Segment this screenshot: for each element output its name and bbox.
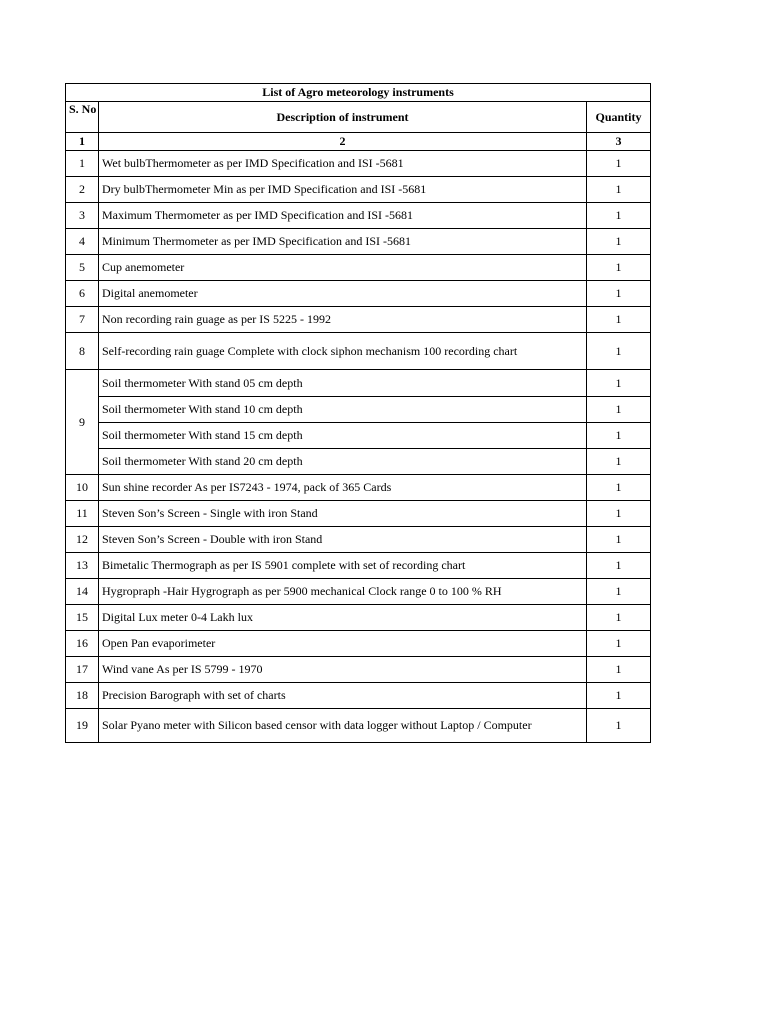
row-description: Open Pan evaporimeter: [99, 631, 587, 657]
row-sno: 2: [66, 177, 99, 203]
row-sno: 12: [66, 527, 99, 553]
table-row: [66, 203, 651, 229]
description-header: Description of instrument: [99, 102, 587, 133]
table-row: [66, 527, 651, 553]
row-quantity: 1: [587, 657, 651, 683]
row-quantity: 1: [587, 605, 651, 631]
row-quantity: 1: [587, 709, 651, 743]
row-sno: 15: [66, 605, 99, 631]
row-quantity: 1: [587, 333, 651, 370]
table-row: [66, 657, 651, 683]
row-sno: 3: [66, 203, 99, 229]
row-sno: 13: [66, 553, 99, 579]
row-quantity: 1: [587, 151, 651, 177]
table-row: [66, 475, 651, 501]
row-description: Steven Son’s Screen - Single with iron Stand: [99, 501, 587, 527]
instruments-table: [65, 83, 651, 743]
row-description: Non recording rain guage as per IS 5225 - 1992: [99, 307, 587, 333]
row-quantity: 1: [587, 501, 651, 527]
row-sno: 17: [66, 657, 99, 683]
row-sno: 5: [66, 255, 99, 281]
row-sno: 4: [66, 229, 99, 255]
quantity-header: Quantity: [587, 102, 651, 133]
table-row: [66, 151, 651, 177]
table-row: [66, 255, 651, 281]
table-row: [66, 631, 651, 657]
table-row: [66, 579, 651, 605]
row-description: Hygropraph -Hair Hygrograph as per 5900 mechanical Clock range 0 to 100 % RH: [99, 579, 587, 605]
row-quantity: 1: [587, 683, 651, 709]
table-row: [66, 709, 651, 743]
table-row: [66, 370, 651, 397]
column-number-2: 2: [99, 133, 587, 151]
table-row: [66, 333, 651, 370]
table-row: [66, 605, 651, 631]
table-row: [66, 229, 651, 255]
table-row: [66, 281, 651, 307]
row-quantity: 1: [587, 255, 651, 281]
row-sno: 8: [66, 333, 99, 370]
row-quantity: 1: [587, 203, 651, 229]
row-sno: 18: [66, 683, 99, 709]
sno-header: S. No: [66, 102, 99, 133]
row-sno: 6: [66, 281, 99, 307]
row-quantity: 1: [587, 370, 651, 397]
row-description: Maximum Thermometer as per IMD Specification and ISI -5681: [99, 203, 587, 229]
row-description: Wind vane As per IS 5799 - 1970: [99, 657, 587, 683]
row-sno: 14: [66, 579, 99, 605]
row-description: Digital anemometer: [99, 281, 587, 307]
row-description: Soil thermometer With stand 10 cm depth: [99, 397, 587, 423]
table-row: [66, 553, 651, 579]
row-description: Digital Lux meter 0-4 Lakh lux: [99, 605, 587, 631]
row-description: Steven Son’s Screen - Double with iron Stand: [99, 527, 587, 553]
row-description: Self-recording rain guage Complete with clock siphon mechanism 100 recording chart: [99, 333, 587, 370]
row-description: Bimetalic Thermograph as per IS 5901 complete with set of recording chart: [99, 553, 587, 579]
row-sno: 1: [66, 151, 99, 177]
table-row: [66, 683, 651, 709]
row-description: Cup anemometer: [99, 255, 587, 281]
table-row: [66, 449, 651, 475]
row-sno: 16: [66, 631, 99, 657]
row-quantity: 1: [587, 423, 651, 449]
row-description: Dry bulbThermometer Min as per IMD Specification and ISI -5681: [99, 177, 587, 203]
row-description: Soil thermometer With stand 05 cm depth: [99, 370, 587, 397]
row-quantity: 1: [587, 229, 651, 255]
table-row: [66, 177, 651, 203]
row-description: Soil thermometer With stand 20 cm depth: [99, 449, 587, 475]
row-description: Solar Pyano meter with Silicon based censor with data logger without Laptop / Computer: [99, 709, 587, 743]
row-sno: 9: [66, 370, 99, 475]
row-quantity: 1: [587, 397, 651, 423]
row-description: Wet bulbThermometer as per IMD Specification and ISI -5681: [99, 151, 587, 177]
row-sno: 19: [66, 709, 99, 743]
row-quantity: 1: [587, 631, 651, 657]
table-row: [66, 423, 651, 449]
row-quantity: 1: [587, 449, 651, 475]
row-quantity: 1: [587, 579, 651, 605]
row-quantity: 1: [587, 177, 651, 203]
row-quantity: 1: [587, 281, 651, 307]
row-description: Minimum Thermometer as per IMD Specification and ISI -5681: [99, 229, 587, 255]
table-row: [66, 501, 651, 527]
row-quantity: 1: [587, 307, 651, 333]
table-row: [66, 397, 651, 423]
column-number-3: 3: [587, 133, 651, 151]
row-sno: 7: [66, 307, 99, 333]
row-sno: 11: [66, 501, 99, 527]
row-description: Precision Barograph with set of charts: [99, 683, 587, 709]
column-number-1: 1: [66, 133, 99, 151]
table-title: List of Agro meteorology instruments: [66, 84, 651, 102]
table-row: [66, 307, 651, 333]
row-sno: 10: [66, 475, 99, 501]
row-quantity: 1: [587, 475, 651, 501]
row-description: Soil thermometer With stand 15 cm depth: [99, 423, 587, 449]
row-description: Sun shine recorder As per IS7243 - 1974, pack of 365 Cards: [99, 475, 587, 501]
row-quantity: 1: [587, 527, 651, 553]
row-quantity: 1: [587, 553, 651, 579]
